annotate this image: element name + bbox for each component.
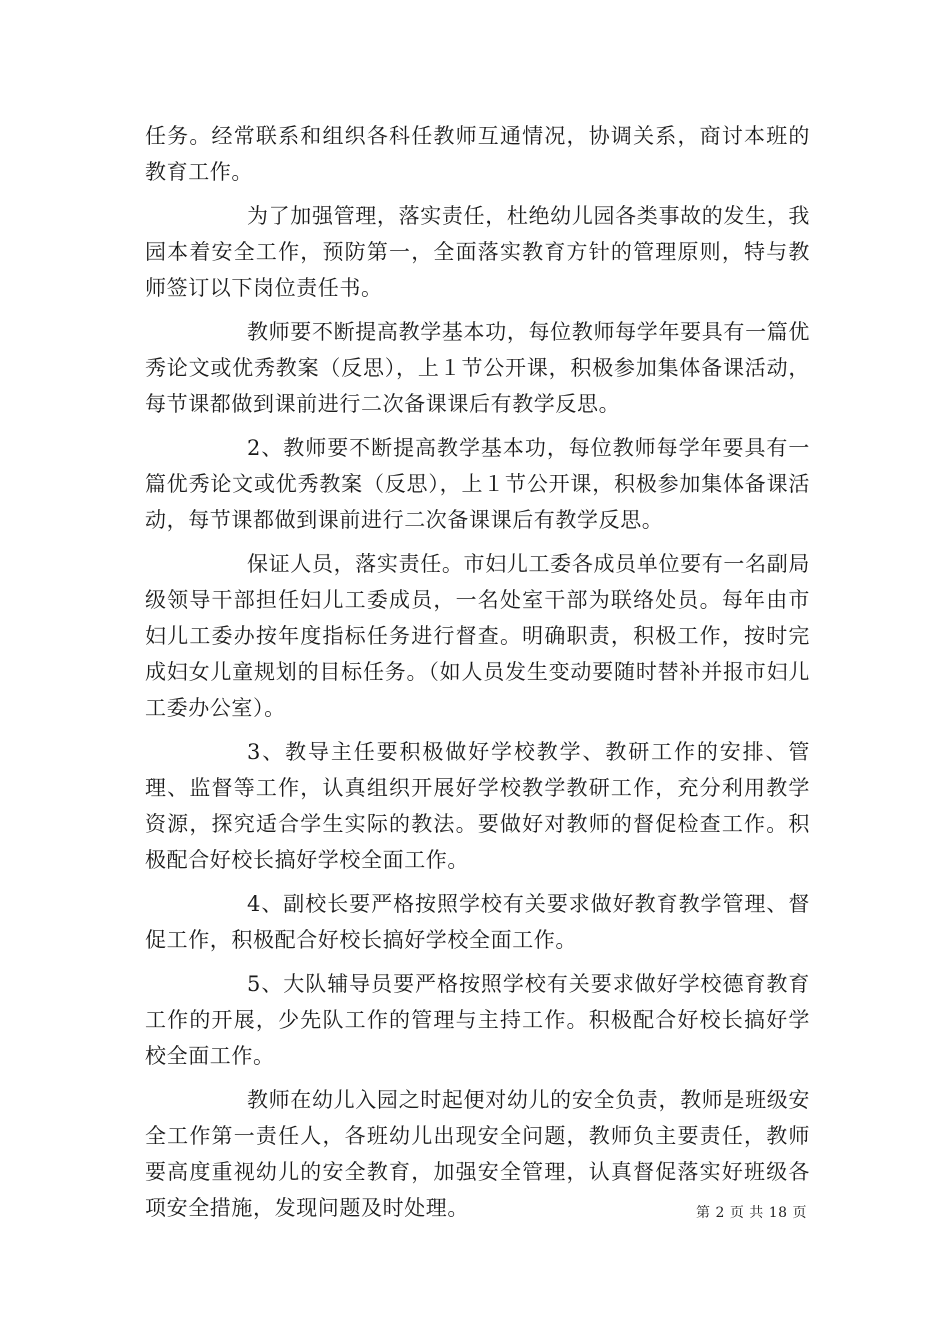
paragraph-7: 4、副校长要严格按照学校有关要求做好教育教学管理、督促工作，积极配合好校长搞好学校全面工作。 — [145, 892, 810, 952]
paragraph-2: 为了加强管理，落实责任，杜绝幼儿园各类事故的发生，我园本着安全工作，预防第一，全面落实教育方针的管理原则，特与教师签订以下岗位责任书。 — [145, 204, 810, 300]
paragraph-3: 教师要不断提高教学基本功，每位教师每学年要具有一篇优秀论文或优秀教案（反思），上１节公开课，积极参加集体备课活动，每节课都做到课前进行二次备课课后有教学反思。 — [145, 320, 810, 416]
paragraph-5: 保证人员，落实责任。市妇儿工委各成员单位要有一名副局级领导干部担任妇儿工委成员，一名处室干部为联络处员。每年由市妇儿工委办按年度指标任务进行督查。明确职责，积极工作，按时完成妇女儿童规划的目标任务。（如人员发生变动要随时替补并报市妇儿工委办公室）。 — [145, 552, 810, 720]
paragraph-9: 教师在幼儿入园之时起便对幼儿的安全负责，教师是班级安全工作第一责任人，各班幼儿出现安全问题，教师负主要责任，教师要高度重视幼儿的安全教育，加强安全管理，认真督促落实好班级各项安全措施，发现问题及时处理。 — [145, 1088, 810, 1220]
paragraph-8: 5、大队辅导员要严格按照学校有关要求做好学校德育教育工作的开展，少先队工作的管理与主持工作。积极配合好校长搞好学校全面工作。 — [145, 972, 810, 1068]
page-number-footer: 第 2 页 共 18 页 — [696, 1205, 807, 1221]
paragraph-6: 3、教导主任要积极做好学校教学、教研工作的安排、管理、监督等工作，认真组织开展好学校教学教研工作，充分利用教学资源，探究适合学生实际的教法。要做好对教师的督促检查工作。积极配合好校长搞好学校全面工作。 — [145, 740, 810, 872]
paragraph-1: 任务。经常联系和组织各科任教师互通情况，协调关系，商讨本班的教育工作。 — [145, 124, 810, 184]
paragraph-4: 2、教师要不断提高教学基本功，每位教师每学年要具有一篇优秀论文或优秀教案（反思），上１节公开课，积极参加集体备课活动，每节课都做到课前进行二次备课课后有教学反思。 — [145, 436, 810, 532]
document-body — [145, 118, 810, 1226]
